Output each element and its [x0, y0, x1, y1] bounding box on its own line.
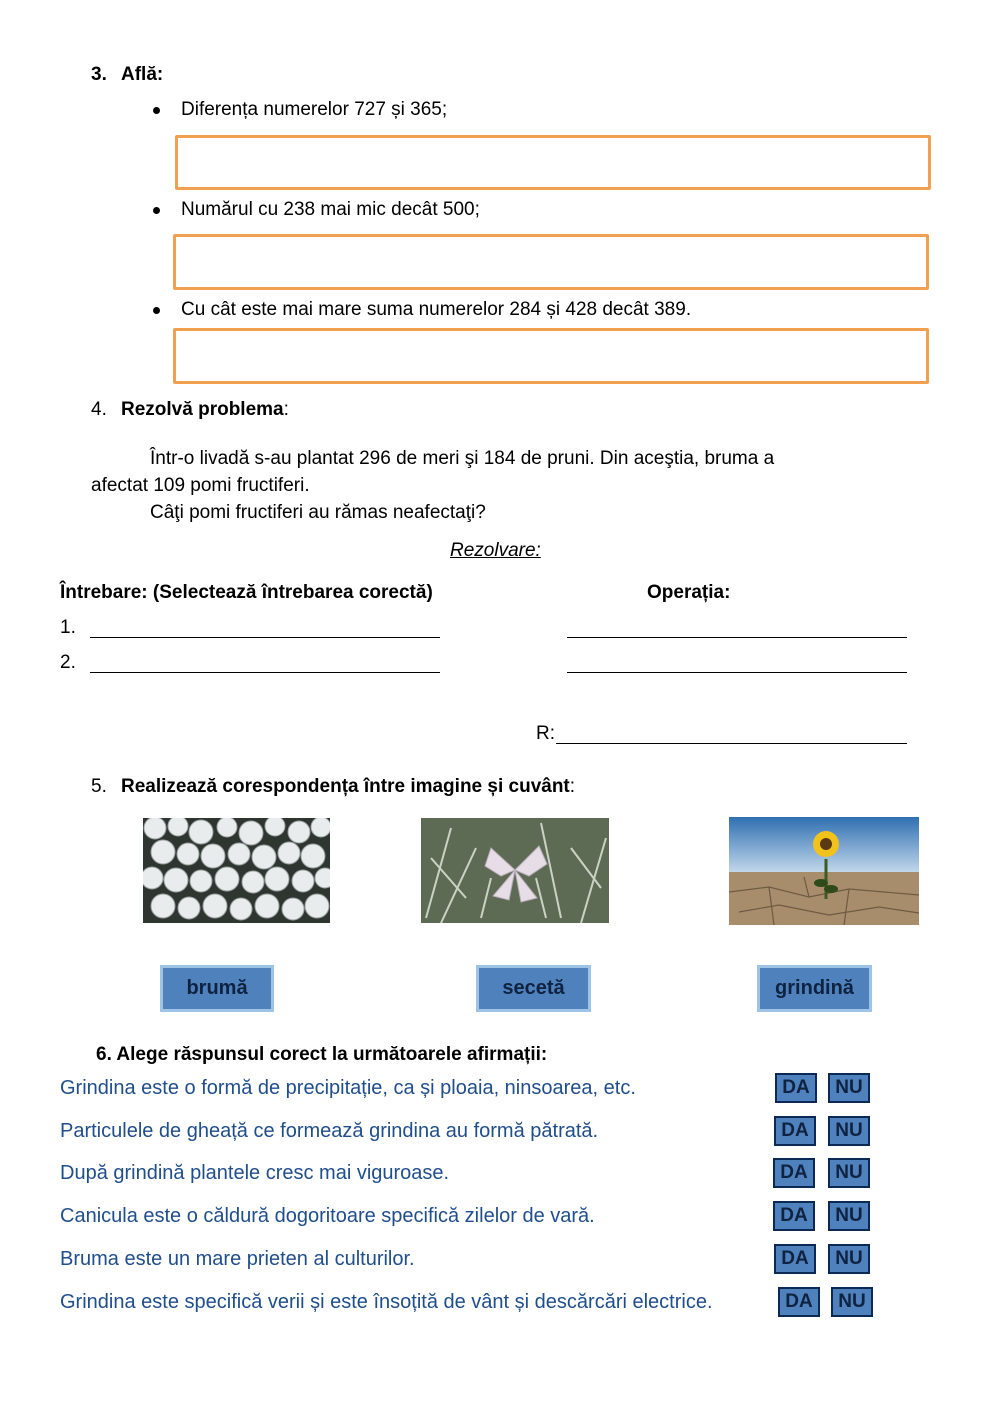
sunflower-drought-icon	[729, 817, 919, 925]
ex3-item-3: Cu cât este mai mare suma numerelor 284 și 428 decât 389.	[181, 299, 692, 320]
problem-question: Câţi pomi fructiferi au rămas neafectaţi?	[150, 502, 486, 523]
hail-stones-icon	[143, 818, 330, 923]
ex4-colon: :	[283, 399, 289, 420]
problem-line-1: Într-o livadă s-au plantat 296 de meri şi 184 de pruni. Din aceştia, bruma a	[150, 448, 775, 469]
statement-6: Grindina este specifică verii și este însoțită de vânt și descărcări electrice.	[60, 1291, 713, 1313]
ex5-heading	[121, 776, 575, 798]
word-bruma-button[interactable]: brumă	[160, 965, 274, 1012]
answer-box-2[interactable]	[173, 234, 929, 290]
nu-button-1[interactable]: NU	[828, 1073, 870, 1103]
answer-box-3[interactable]	[173, 328, 929, 384]
ex3-title: Află:	[121, 64, 164, 85]
row-number-1: 1.	[60, 617, 76, 638]
frost-leaf-icon	[421, 818, 609, 923]
da-button-6[interactable]: DA	[778, 1287, 820, 1317]
frost-image	[421, 818, 609, 923]
bullet-icon	[153, 307, 160, 314]
statement-5: Bruma este un mare prieten al culturilor.	[60, 1248, 415, 1270]
nu-button-6[interactable]: NU	[831, 1287, 873, 1317]
statement-4: Canicula este o căldură dogoritoare specifică zilelor de vară.	[60, 1205, 595, 1227]
row-number-2: 2.	[60, 652, 76, 673]
drought-image	[729, 817, 919, 925]
question-line-2[interactable]	[90, 672, 440, 673]
nu-button-5[interactable]: NU	[828, 1244, 870, 1274]
nu-button-2[interactable]: NU	[828, 1116, 870, 1146]
ex3-number: 3.	[91, 64, 107, 85]
bullet-icon	[153, 107, 160, 114]
answer-box-1[interactable]	[175, 135, 931, 190]
ex4-title: Rezolvă problema	[121, 399, 284, 420]
operatia-header: Operația:	[647, 582, 731, 603]
da-button-4[interactable]: DA	[773, 1201, 815, 1231]
bullet-icon	[153, 207, 160, 214]
ex3-item-2: Numărul cu 238 mai mic decât 500;	[181, 199, 480, 220]
da-button-2[interactable]: DA	[774, 1116, 816, 1146]
operation-line-1[interactable]	[567, 637, 907, 638]
ex5-number: 5.	[91, 776, 107, 797]
r-label: R:	[536, 723, 555, 744]
word-grindina-button[interactable]: grindină	[757, 965, 872, 1012]
word-seceta-button[interactable]: secetă	[476, 965, 591, 1012]
intrebare-header: Întrebare: (Selectează întrebarea corectă)	[60, 582, 433, 603]
question-line-1[interactable]	[90, 637, 440, 638]
operation-line-2[interactable]	[567, 672, 907, 673]
statement-3: După grindină plantele cresc mai viguroase.	[60, 1162, 450, 1184]
ex6-title: 6. Alege răspunsul corect la următoarele afirmații:	[96, 1044, 548, 1065]
statement-2: Particulele de gheață ce formează grindina au formă pătrată.	[60, 1120, 599, 1142]
da-button-3[interactable]: DA	[773, 1158, 815, 1188]
rezolvare-label: Rezolvare:	[450, 540, 541, 561]
da-button-1[interactable]: DA	[775, 1073, 817, 1103]
problem-line-2: afectat 109 pomi fructiferi.	[91, 475, 310, 496]
ex5-title: Realizează corespondența între imagine și cuvânt	[121, 776, 570, 797]
nu-button-3[interactable]: NU	[828, 1158, 870, 1188]
ex3-item-1: Diferența numerelor 727 și 365;	[181, 99, 448, 120]
ex4-number: 4.	[91, 399, 107, 420]
ex4-heading	[121, 399, 289, 421]
hail-image	[143, 818, 330, 923]
nu-button-4[interactable]: NU	[828, 1201, 870, 1231]
ex5-colon: :	[569, 776, 576, 797]
statement-1: Grindina este o formă de precipitație, ca și ploaia, ninsoarea, etc.	[60, 1077, 636, 1099]
answer-line[interactable]	[556, 743, 907, 744]
da-button-5[interactable]: DA	[774, 1244, 816, 1274]
